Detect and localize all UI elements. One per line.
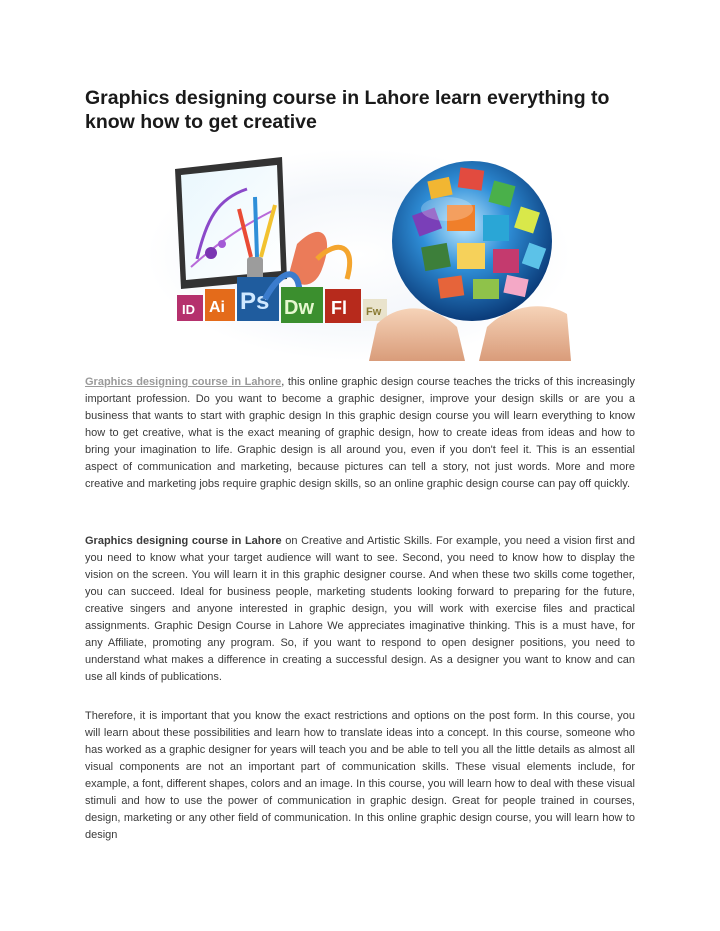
- paragraph-skills-bold: Graphics designing course in Lahore: [85, 535, 282, 547]
- logo-id: ID: [182, 302, 195, 317]
- logo-ai: Ai: [209, 299, 225, 316]
- paragraph-skills-text: on Creative and Artistic Skills. For example, you need a vision first and you need to know what your target audience will want to see. Second, you need to know how to display the vision on the screen. You will learn it in this graphic designer course. And when these two skills come together, you can succeed. Ideal for business people, marketing students looking forward to preparing for the future, creative singers and anyone interested in graphic design, you will work with exercise files and practical assignments. Graphic Design Course in Lahore We appreciates imaginative thinking. This is a must have, for any Affiliate, promoting any program. So, if you want to respond to open designer positions, you need to understand what makes a difference in creating a successful design. As a designer you want to know and can use all kinds of publications.: [85, 535, 635, 683]
- graphic-design-illustration: [147, 149, 571, 361]
- hero-illustration: [147, 149, 571, 361]
- page-title: Graphics designing course in Lahore learn everything to know how to get creative: [85, 87, 610, 133]
- logo-fl: Fl: [331, 298, 347, 318]
- paragraph-intro: [85, 374, 635, 493]
- paragraph-skills: [85, 533, 635, 686]
- paragraph-intro-text: , this online graphic design course teaches the tricks of this increasingly important profession. Do you want to become a graphic designer, improve your design skills or are you a business that wants to start with graphic design In this graphic design course you will learn everything to know how to get creative, what is the exact meaning of graphic design, how to create ideas from ideas and how to bring your imagination to life. Graphic design is all around you, even if you don't feel it. This is an essential aspect of communication and marketing, because pictures can tell a story, not just words. More and more creative and marketing jobs require graphic design skills, so an online graphic design course can pay off quickly.: [85, 376, 636, 490]
- logo-dw: Dw: [284, 297, 314, 319]
- course-link[interactable]: Graphics designing course in Lahore: [85, 376, 282, 388]
- logo-ps: Ps: [240, 288, 270, 315]
- logo-fw: Fw: [366, 306, 382, 318]
- paragraph-restrictions: Therefore, it is important that you know the exact restrictions and options on the post form. In this course, you will learn about these possibilities and learn how to translate ideas into a concept. In this course, someone who has worked as a graphic designer for years will teach you and be able to tell you all the little details as almost all visual components are not an important part of communication skills. These visual elements include, for example, a font, different shapes, colors and an image. In this course, you will learn how to deal with these visual stimuli and how to use the power of communication in graphic design. Great for people trained in courses, design, marketing or any other field of communication. In this online graphic design course, you will learn how to design: [85, 710, 635, 841]
